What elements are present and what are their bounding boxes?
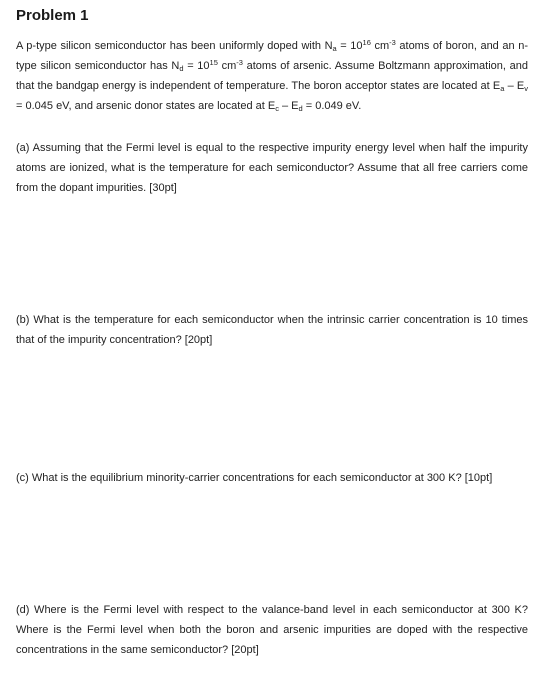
statement-text: = 10 bbox=[336, 40, 363, 52]
problem-title: Problem 1 bbox=[16, 7, 89, 24]
superscript-exponent: -3 bbox=[236, 58, 243, 67]
statement-text: cm bbox=[370, 40, 390, 52]
statement-text: cm bbox=[217, 60, 237, 72]
subscript-d: d bbox=[298, 104, 303, 113]
subscript-a: a bbox=[332, 44, 337, 53]
statement-text: – E bbox=[278, 100, 299, 112]
statement-text: = 0.045 eV, and arsenic donor states are located at E bbox=[16, 100, 276, 112]
superscript-exponent: -3 bbox=[389, 38, 396, 47]
subscript-c: c bbox=[275, 104, 279, 113]
statement-text: atoms of boron, and an n-type silicon semiconductor has N bbox=[16, 40, 528, 72]
subscript-v: v bbox=[524, 84, 528, 93]
question-part-a: (a) Assuming that the Fermi level is equal to the respective impurity energy level when half the impurity atoms are ionized, what is the temperature for each semiconductor? Assume that all free carriers come from the dopant impurities. [30pt] bbox=[16, 142, 528, 194]
question-part-b: (b) What is the temperature for each semiconductor when the intrinsic carrier concentration is 10 times that of the impurity concentration? [20pt] bbox=[16, 314, 528, 346]
superscript-exponent: 16 bbox=[362, 38, 371, 47]
statement-text: A p-type silicon semiconductor has been uniformly doped with N bbox=[16, 40, 333, 52]
question-part-d: (d) Where is the Fermi level with respect to the valance-band level in each semiconductor at 300 K? Where is the Fermi level when both the boron and arsenic impurities are doped with the respective concentrations in the same semiconductor? [20pt] bbox=[16, 604, 528, 656]
statement-text: = 0.049 eV. bbox=[302, 100, 362, 112]
subscript-a: a bbox=[500, 84, 505, 93]
problem-statement bbox=[16, 36, 528, 116]
superscript-exponent: 15 bbox=[209, 58, 218, 67]
subscript-d: d bbox=[179, 64, 184, 73]
statement-text: = 10 bbox=[183, 60, 210, 72]
statement-text: – E bbox=[504, 80, 525, 92]
question-part-c: (c) What is the equilibrium minority-carrier concentrations for each semiconductor at 300 K? [10pt] bbox=[16, 472, 493, 484]
statement-text: atoms of arsenic. Assume Boltzmann approximation, and that the bandgap energy is independent of temperature. The boron acceptor states are located at E bbox=[16, 60, 528, 92]
